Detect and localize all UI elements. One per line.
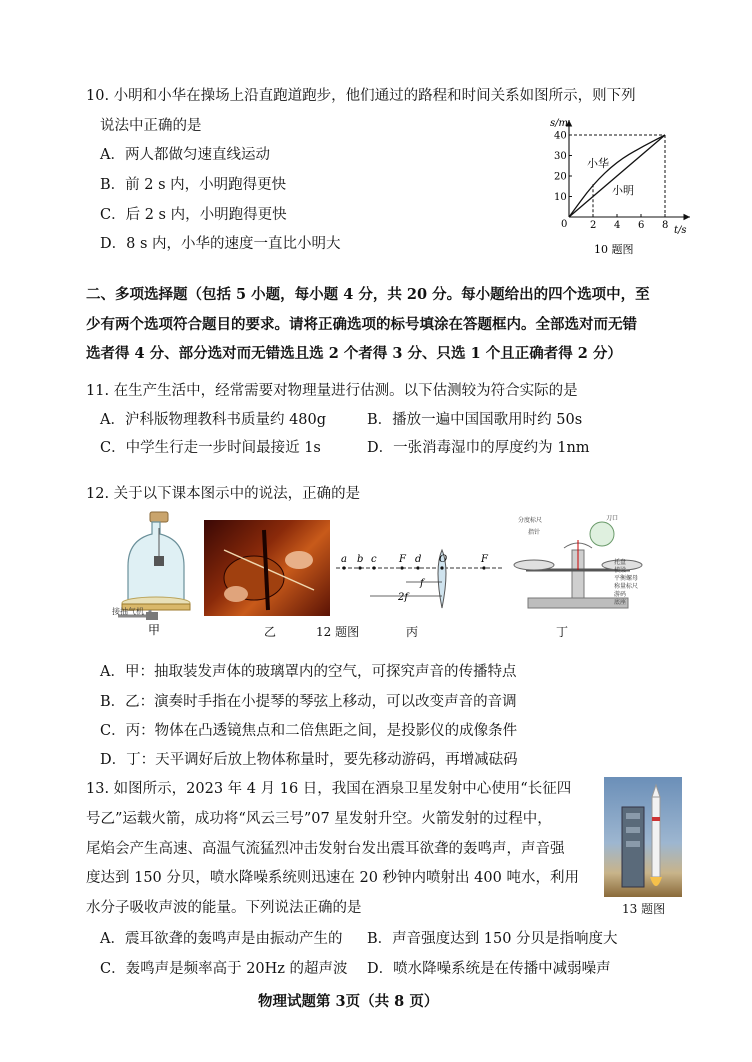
section2-line1: 二、多项选择题（包括 5 小题，每小题 4 分，共 20 分。每小题给出的四个选项中，至: [86, 286, 650, 303]
q10-stem-line2: 说法中正确的是: [100, 118, 202, 134]
q13-line4: 度达到 150 分贝，喷水降噪系统则迅速在 20 秒钟内喷射出 400 吨水，利用: [86, 870, 579, 886]
section2-line3: 选者得 4 分、部分选对而无错选且选 2 个者得 3 分、只选 1 个且正确者得 2 分）: [86, 345, 622, 362]
chart-series-label-xiaoming: 小明: [612, 184, 634, 197]
balance-part-label: 分度标尺: [518, 517, 543, 524]
q13-line5: 水分子吸收声波的能量。下列说法正确的是: [86, 900, 362, 916]
q11-option-a: A．沪科版物理教科书质量约 480g: [100, 412, 327, 428]
lens-point-label: a: [341, 554, 347, 565]
lens-f-label: f: [420, 578, 424, 589]
q13-figure-caption: 13 题图: [622, 902, 666, 916]
chart-ytick-label: 20: [554, 171, 567, 183]
q12-figure-ding: [508, 510, 658, 622]
balance-part-label: 平衡螺母: [614, 575, 639, 582]
lens-point-label: b: [357, 554, 364, 565]
q13-option-d: D．喷水降噪系统是在传播中减弱噪声: [367, 961, 611, 977]
balance-part-label: 横梁: [614, 567, 627, 574]
balance-part-label: 刀口: [606, 515, 619, 522]
q12-figure-yi: [204, 520, 330, 616]
fig-bing-label: 丙: [406, 625, 419, 639]
lens-point-marker: [342, 566, 345, 569]
lens-point-marker: [440, 566, 443, 569]
q10-option-c: C．后 2 s 内，小明跑得更快: [100, 207, 287, 223]
chart-xtick-label: 2: [590, 220, 597, 231]
fig-jia-label: 甲: [148, 623, 161, 637]
lens-point-label: F: [399, 554, 406, 565]
fig-jia-pump-label: 接抽气机: [112, 607, 144, 616]
chart-ytick-label: 10: [554, 192, 567, 203]
chart-xtick-label: 4: [614, 220, 621, 231]
fig-ding-label: 丁: [556, 625, 569, 639]
q13-line2: 号乙”运载火箭，成功将“风云三号”07 星发射升空。火箭发射的过程中，: [86, 811, 552, 827]
violin-icon: [204, 520, 330, 616]
q10-option-a: A．两人都做匀速直线运动: [100, 147, 270, 163]
q11-option-b: B．播放一遍中国国歌用时约 50s: [367, 412, 583, 428]
balance-part-label: 指针: [528, 529, 541, 536]
q11-option-c: C．中学生行走一步时间最接近 1s: [100, 440, 321, 456]
q13-option-a: A．震耳欲聋的轰鸣声是由振动产生的: [100, 931, 343, 947]
lens-point-label: O: [439, 554, 448, 565]
chart-series-label-xiaohua: 小华: [587, 157, 609, 170]
balance-part-label: 游码: [614, 591, 627, 598]
q10-option-b: B．前 2 s 内，小明跑得更快: [100, 177, 287, 193]
q12-option-d: D．丁：天平调好后放上物体称量时，要先移动游码，再增减砝码: [100, 752, 518, 768]
chart-xtick-label: 6: [638, 220, 645, 231]
page-footer: 物理试题第 3页（共 8 页）: [258, 993, 439, 1010]
chart-xtick-label: 8: [662, 220, 669, 231]
chart-ylabel: s/m: [550, 118, 568, 129]
chart-series-line-1: [569, 135, 665, 217]
lens-point-marker: [400, 566, 403, 569]
q12-option-c: C．丙：物体在凸透镜焦点和二倍焦距之间，是投影仪的成像条件: [100, 723, 518, 739]
lens-point-marker: [416, 566, 419, 569]
q12-option-a: A．甲：抽取装发声体的玻璃罩内的空气，可探究声音的传播特点: [100, 664, 517, 680]
q13-option-c: C．轰鸣声是频率高于 20Hz 的超声波: [100, 961, 348, 977]
balance-part-label: 称量标尺: [614, 583, 639, 590]
section2-line2: 少有两个选项符合题目的要求。请将正确选项的标号填涂在答题框内。全部选对而无错: [86, 316, 637, 333]
q12-figure-caption: 12 题图: [316, 625, 360, 639]
lens-point-label: d: [415, 554, 422, 565]
lens-point-marker: [482, 566, 485, 569]
balance-part-label: 底座: [614, 599, 627, 606]
balance-part-label: 托盘: [614, 559, 627, 566]
q13-option-b: B．声音强度达到 150 分贝是指响度大: [367, 931, 618, 947]
lens-point-label: c: [371, 554, 377, 565]
fig-yi-label: 乙: [264, 625, 277, 639]
lens-point-marker: [372, 566, 375, 569]
chart-ytick-label: 40: [554, 130, 567, 142]
q12-option-b: B．乙：演奏时手指在小提琴的琴弦上移动，可以改变声音的音调: [100, 694, 517, 710]
q10-option-d: D．8 s 内，小华的速度一直比小明大: [100, 236, 341, 252]
q11-option-d: D．一张消毒湿巾的厚度约为 1nm: [367, 440, 590, 456]
q12-stem: 12. 关于以下课本图示中的说法，正确的是: [86, 486, 361, 502]
q13-line1: 13. 如图所示，2023 年 4 月 16 日，我国在酒泉卫星发射中心使用“长征四: [86, 781, 572, 797]
chart-origin-label: 0: [561, 219, 568, 230]
q13-rocket-photo: [604, 777, 682, 897]
q13-line3: 尾焰会产生高速、高温气流猛烈冲击发射台发出震耳欲聋的轰鸣声，声音强: [86, 841, 565, 857]
q10-chart: [540, 112, 700, 262]
lens-point-marker: [358, 566, 361, 569]
rocket-icon: [604, 777, 682, 897]
q11-stem: 11. 在生产生活中，经常需要对物理量进行估测。以下估测较为符合实际的是: [86, 383, 578, 399]
q12-figure-jia: [110, 508, 202, 638]
q10-figure-caption: 10 题图: [594, 243, 634, 256]
q10-stem-line1: 10. 小明和小华在操场上沿直跑道跑步，他们通过的路程和时间关系如图所示，则下列: [86, 88, 636, 104]
q12-figure-bing: [334, 548, 504, 618]
chart-xlabel: t/s: [674, 225, 687, 236]
chart-ytick-label: 30: [554, 151, 567, 162]
lens-2f-label: 2f: [398, 592, 409, 603]
lens-point-label: F: [481, 554, 488, 565]
